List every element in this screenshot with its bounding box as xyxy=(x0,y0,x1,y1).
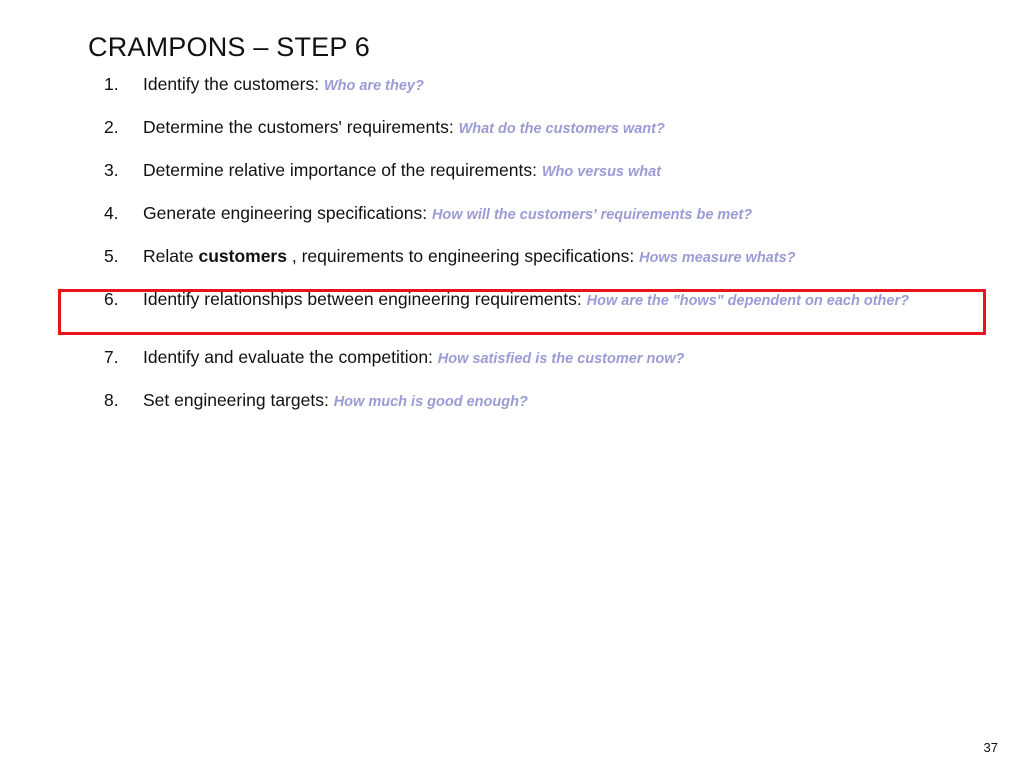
step-number: 8. xyxy=(104,390,119,410)
step-question: How are the "hows" dependent on each other? xyxy=(586,293,909,309)
step-number: 3. xyxy=(104,160,119,180)
step-number: 5. xyxy=(104,246,119,266)
step-body xyxy=(143,347,943,369)
step-text: Generate engineering specifications: xyxy=(143,203,428,223)
step-body xyxy=(143,390,943,412)
step-emphasis: customers xyxy=(198,246,287,266)
step-question: Hows measure whats? xyxy=(639,250,796,266)
slide-title: CRAMPONS – STEP 6 xyxy=(88,32,370,62)
step-question: What do the customers want? xyxy=(458,121,665,137)
step-number: 1. xyxy=(104,74,119,94)
step-question: How much is good enough? xyxy=(333,394,528,410)
step-text: , requirements to engineering specifications: xyxy=(291,246,635,266)
step-text: Determine the customers' requirements: xyxy=(143,117,454,137)
step-text: Set engineering targets: xyxy=(143,390,329,410)
step-body xyxy=(143,203,943,225)
highlight-box xyxy=(58,289,986,335)
step-question: Who versus what xyxy=(541,164,662,180)
step-number: 7. xyxy=(104,347,119,367)
step-body xyxy=(143,246,943,268)
step-question: How satisfied is the customer now? xyxy=(437,351,685,367)
step-number: 6. xyxy=(104,289,119,309)
step-body xyxy=(143,74,943,96)
step-number: 2. xyxy=(104,117,119,137)
step-text: Determine relative importance of the requirements: xyxy=(143,160,537,180)
step-text: Relate xyxy=(143,246,194,266)
step-text: Identify the customers: xyxy=(143,74,320,94)
step-question: How will the customers' requirements be met? xyxy=(431,207,753,223)
slide-number: 37 xyxy=(983,740,998,755)
step-question: Who are they? xyxy=(323,78,424,94)
step-number: 4. xyxy=(104,203,119,223)
step-body xyxy=(143,160,943,182)
step-text: Identify relationships between engineering requirements: xyxy=(143,289,582,309)
step-body xyxy=(143,117,943,139)
step-text: Identify and evaluate the competition: xyxy=(143,347,433,367)
